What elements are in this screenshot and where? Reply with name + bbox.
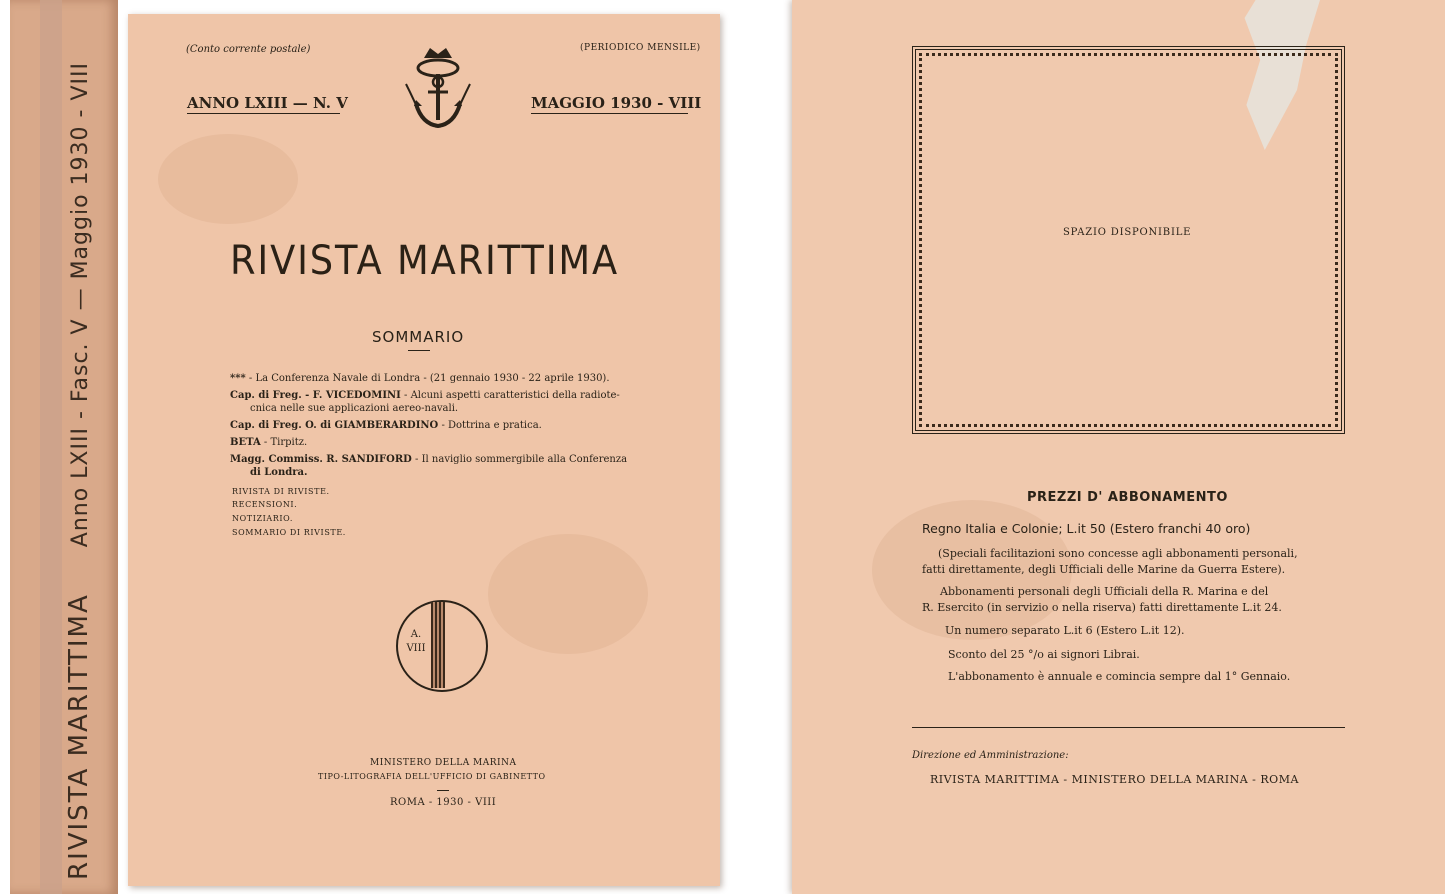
- spine-label: [64, 62, 94, 880]
- entry-author: Cap. di Freg. - F. VICEDOMINI: [230, 390, 401, 401]
- entry-title: - La Conferenza Navale di Londra - (21 gennaio 1930 - 22 aprile 1930).: [248, 373, 610, 384]
- issue-date-rule: [531, 113, 688, 114]
- section-item: NOTIZIARIO.: [232, 514, 293, 523]
- front-cover: [128, 14, 720, 886]
- fasces-icon: [431, 602, 445, 688]
- entry-continuation: cnica nelle sue applicazioni aereo-navali.: [250, 403, 459, 414]
- spine-title: RIVISTA MARITTIMA: [64, 593, 94, 880]
- seal-text-top: A.: [410, 629, 422, 640]
- section-item: SOMMARIO DI RIVISTE.: [232, 528, 346, 537]
- postal-account-note: (Conto corrente postale): [186, 44, 311, 55]
- price-note: R. Esercito (in servizio o nella riserva) fatti direttamente L.it 24.: [922, 601, 1282, 614]
- administration-label: Direzione ed Amministrazione:: [912, 750, 1069, 761]
- price-note: Un numero separato L.it 6 (Estero L.it 12).: [945, 624, 1185, 637]
- price-note: fatti direttamente, degli Ufficiali delle Marine da Guerra Estere).: [922, 563, 1286, 576]
- price-note: L'abbonamento è annuale e comincia sempre dal 1° Gennaio.: [948, 670, 1291, 683]
- entry-author: Cap. di Freg. O. di GIAMBERARDINO: [230, 420, 439, 431]
- entry-author: ***: [230, 373, 246, 384]
- seal-text-bottom: VIII: [406, 643, 426, 654]
- entry-title: - Tirpitz.: [263, 437, 308, 448]
- spine-details: Anno LXIII - Fasc. V — Maggio 1930 - VIII: [68, 62, 93, 548]
- entry-author: BETA: [230, 437, 261, 448]
- issue-volume-rule: [187, 113, 340, 114]
- ad-space-label: SPAZIO DISPONIBILE: [1063, 227, 1192, 238]
- contents-heading: SOMMARIO: [372, 328, 465, 346]
- spine-worn-edge: [40, 0, 62, 894]
- magazine-title: RIVISTA MARITTIMA: [230, 238, 620, 284]
- stain: [488, 534, 648, 654]
- section-item: RECENSIONI.: [232, 500, 298, 509]
- publisher-line: MINISTERO DELLA MARINA: [370, 758, 517, 768]
- imprint-city: ROMA - 1930 - VIII: [390, 797, 497, 808]
- seal-year: [402, 628, 430, 656]
- contents-entry: [230, 436, 307, 449]
- issue-date: MAGGIO 1930 - VIII: [531, 94, 702, 112]
- entry-author: Magg. Commiss. R. SANDIFORD: [230, 454, 412, 465]
- ad-space-frame: [912, 46, 1345, 434]
- contents-entry: [230, 389, 620, 402]
- stain: [158, 134, 298, 224]
- price-kingdom: Regno Italia e Colonie; L.it 50 (Estero franchi 40 oro): [922, 521, 1251, 536]
- back-divider: [912, 727, 1345, 728]
- price-note: (Speciali facilitazioni sono concesse agli abbonamenti personali,: [938, 547, 1298, 560]
- section-item: RIVISTA DI RIVISTE.: [232, 487, 330, 496]
- anchor-crown-icon: [400, 44, 476, 134]
- issue-volume: ANNO LXIII — N. V: [187, 94, 348, 112]
- administration-address: RIVISTA MARITTIMA - MINISTERO DELLA MARINA - ROMA: [930, 773, 1299, 786]
- prices-heading: PREZZI D' ABBONAMENTO: [1027, 490, 1228, 505]
- imprint-rule: [437, 790, 449, 791]
- printer-line: TIPO-LITOGRAFIA DELL'UFFICIO DI GABINETTO: [318, 772, 546, 781]
- entry-title: - Dottrina e pratica.: [441, 420, 542, 431]
- contents-entry: [230, 419, 542, 432]
- entry-continuation: di Londra.: [250, 467, 308, 478]
- entry-title: - Il naviglio sommergibile alla Conferenza: [415, 454, 628, 465]
- contents-entry: [230, 453, 627, 466]
- price-note: Abbonamenti personali degli Ufficiali della R. Marina e del: [940, 585, 1269, 598]
- price-note: Sconto del 25 °/o ai signori Librai.: [948, 648, 1140, 661]
- contents-entry: [230, 372, 610, 385]
- contents-rule: [408, 350, 430, 351]
- entry-title: - Alcuni aspetti caratteristici della radiote-: [404, 390, 620, 401]
- periodicity-note: (PERIODICO MENSILE): [580, 43, 701, 53]
